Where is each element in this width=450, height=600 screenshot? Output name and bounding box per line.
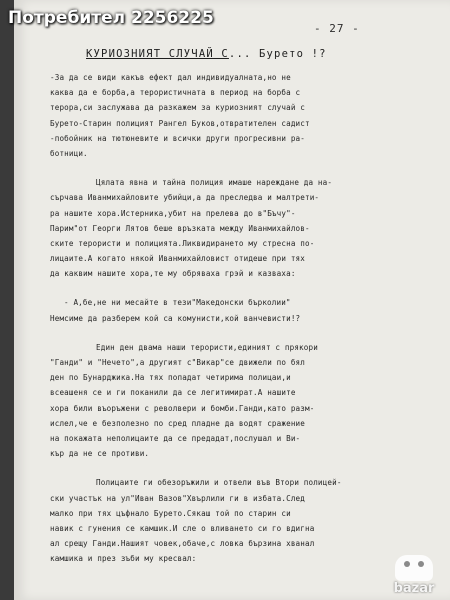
text-line: малко при тях цъфнало Бурето.Сякаш той по старин си	[50, 508, 291, 518]
text-line: Един ден двама наши терористи,единият с прякори	[96, 342, 318, 352]
text-line: лицаите.А когато някой Иванмихайловист отидеше при тях	[50, 254, 305, 264]
text-line: ден по Бунарджика.На тях попадат четирима полицаи,и	[50, 373, 291, 383]
text-line: -За да се види какъв ефект дал индивидуалната,но не	[50, 73, 291, 82]
text-line: камшика и през зъби му кресвал:	[50, 554, 197, 564]
text-line: терора,си заслужава да разкажем за куриозният случай с	[50, 103, 305, 113]
text-line: всеашеня се и ги поканили да се легитимират.А нашите	[50, 388, 296, 398]
text-line: ски участък на ул"Иван Вазов"Хвърлили ги в избата.След	[50, 493, 305, 503]
text-line: ра нашите хора.Истерника,убит на прелева до в"Бъчу"-	[50, 208, 296, 218]
text-line: сърчава Иванмихайловите убийци,а да преследва и малтрети-	[50, 193, 320, 203]
text-line: да каквим нашите хора,те му обряваха грэй и казваха:	[50, 269, 296, 279]
text-line: Парим"от Георги Лятов беше връзката между Иванмихайлов-	[50, 223, 310, 233]
quote-line: - А,бе,не ни месайте в тези"Македонски бърколии"	[64, 298, 291, 308]
mascot-icon	[395, 555, 433, 581]
text-line: "Ганди" и "Нечето",а другият с"Викар"се движели по бял	[50, 358, 305, 367]
text-line: ислел,че е безполезно по сред пладне да водят сражение	[50, 418, 305, 428]
body-text	[50, 70, 430, 566]
page-number: - 27 -	[314, 22, 360, 35]
text-line: ал срещу Ганди.Нашият човек,обаче,с ловка бързина хванал	[50, 539, 315, 549]
title-rest: ... Бурето !?	[228, 48, 327, 60]
text-line: -побойник на тютюневите и всички други прогресивни ра-	[50, 133, 305, 143]
watermark-text: bazar	[393, 581, 435, 596]
watermark-logo	[384, 548, 444, 596]
text-line: ските терористи и полицията.Ликвидирането му стресна по-	[50, 238, 315, 248]
text-line: кър да не се противи.	[50, 449, 150, 459]
text-line: каква да е борба,а терористичната в период на борба с	[50, 88, 301, 98]
text-line: ботници.	[50, 148, 88, 158]
text-line: навик с гунения се камшик.И сле о вливането си го вдигна	[50, 523, 315, 533]
document-title	[86, 48, 327, 60]
text-line: хора били въоръжени с револвери и бомби.Ганди,като разм-	[50, 403, 315, 413]
document-page	[14, 0, 450, 600]
text-line: Полицаите ги обезоръжили и отвели във Втори полицей-	[96, 478, 342, 488]
text-line: на покажата неполицаите да се предадат,послушал и Ви-	[50, 433, 301, 443]
text-line: Цялата явна и тайна полиция имаше нареждане да на-	[96, 178, 333, 188]
title-underlined: КУРИОЗНИЯТ СЛУЧАЙ С	[86, 48, 229, 60]
quote-line: Немсиме да разберем кой са комунисти,кой ванчевисти!?	[50, 313, 301, 323]
uploader-caption: Потребител 2256225	[8, 8, 214, 28]
text-line: Бурето-Старин полицият Рангел Буков,отвратителен садист	[50, 118, 310, 128]
